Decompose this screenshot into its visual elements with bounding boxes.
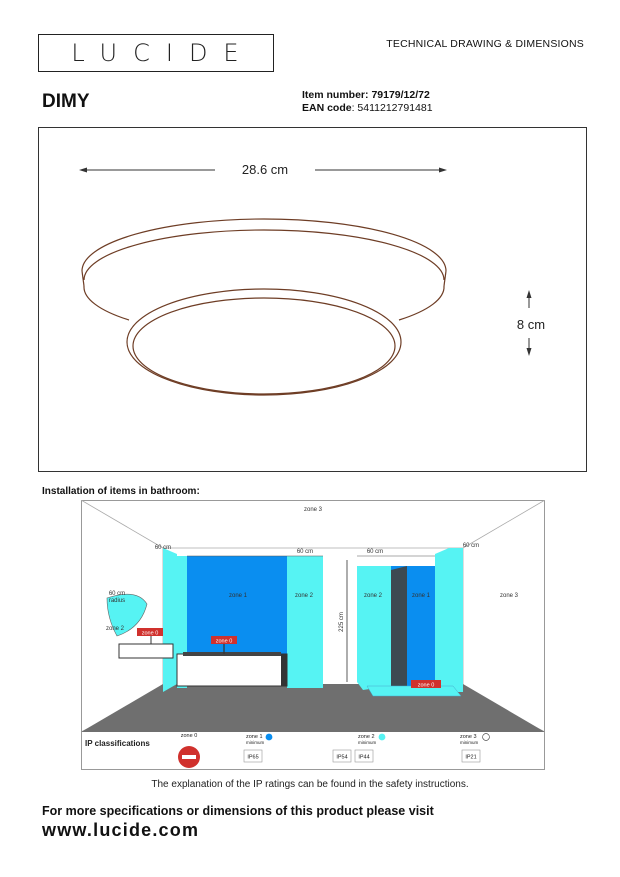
website-link[interactable]: www.lucide.com — [42, 820, 200, 840]
ip21-label: IP21 — [465, 754, 477, 761]
lamp-base-left — [84, 286, 129, 320]
legend-zone2-min: minimum — [358, 740, 377, 745]
item-number-label: Item number: — [302, 89, 369, 101]
dim-60-right: 60 cm — [462, 543, 480, 549]
lamp-diffuser-inner — [133, 298, 395, 394]
zone2-sink-label: zone 2 — [105, 626, 125, 632]
document-title: TECHNICAL DRAWING & DIMENSIONS — [386, 38, 584, 50]
ip54-label: IP54 — [336, 754, 348, 761]
dim-60-radius-word: radius — [108, 598, 126, 604]
lamp-base-right — [399, 286, 444, 320]
shower-zone0-label: zone 0 — [417, 682, 435, 689]
sink-basin — [119, 644, 173, 658]
ip-classifications-title: IP classifications — [85, 739, 150, 748]
right-wall-zone2 — [435, 548, 463, 692]
lamp-drawing — [39, 128, 588, 473]
zone1-color-dot — [266, 734, 273, 741]
bathtub-end — [281, 654, 287, 686]
legend-zone1-label: zone 1 — [246, 734, 263, 740]
shower-screen — [391, 566, 407, 688]
ean-label: EAN code — [302, 102, 352, 114]
legend-zone2-label: zone 2 — [358, 734, 375, 740]
no-entry-bar — [182, 755, 196, 759]
zone3-right-label: zone 3 — [499, 593, 519, 599]
technical-drawing-frame — [38, 127, 587, 472]
width-arrow-right — [439, 168, 447, 173]
dim-60-radius-value: 60 cm — [108, 591, 126, 597]
shower-zone2-area — [357, 566, 391, 690]
ean-value: : 5411212791481 — [351, 102, 433, 114]
legend-zone3-min: minimum — [460, 740, 479, 745]
left-wall-zone2 — [163, 548, 177, 692]
legend-zone0-label: zone 0 — [180, 733, 198, 739]
sink-zone0-label: zone 0 — [141, 630, 159, 637]
zone2-bath-label: zone 2 — [294, 593, 314, 599]
bath-zone0-label: zone 0 — [215, 638, 233, 645]
product-codes — [302, 89, 433, 115]
lamp-outer-second-rim — [84, 230, 444, 280]
zone3-color-dot — [483, 734, 490, 741]
height-225-label: 225 cm — [339, 612, 345, 632]
brand-logo — [38, 34, 274, 72]
zone1-bath-label: zone 1 — [228, 593, 248, 599]
dim-60-left: 60 cm — [154, 545, 172, 551]
legend-zone1-min: minimum — [246, 740, 265, 745]
bathtub — [177, 654, 287, 686]
product-name: DIMY — [42, 91, 90, 112]
height-label: 8 cm — [516, 317, 546, 332]
height-arrow-down — [527, 348, 532, 356]
dim-60-shower: 60 cm — [366, 549, 384, 555]
item-number-value: 79179/12/72 — [371, 89, 430, 101]
ip44-label: IP44 — [358, 754, 370, 761]
zone2-color-dot — [379, 734, 386, 741]
ip65-label: IP65 — [247, 754, 259, 761]
zone1-shower-label: zone 1 — [411, 593, 431, 599]
dim-60-bath: 60 cm — [296, 549, 314, 555]
lamp-outline — [82, 219, 446, 395]
bathroom-section-label: Installation of items in bathroom: — [42, 486, 200, 497]
zone2-shower-label: zone 2 — [363, 593, 383, 599]
width-arrow-left — [79, 168, 87, 173]
logo-text: LUCIDE — [71, 39, 255, 67]
ip-ratings-note: The explanation of the IP ratings can be found in the safety instructions. — [151, 779, 469, 790]
legend-zone3-label: zone 3 — [460, 734, 477, 740]
more-specs-text: For more specifications or dimensions of this product please visit — [42, 804, 434, 818]
bathtub-rim — [183, 652, 281, 656]
width-label: 28.6 cm — [241, 162, 289, 177]
bath-zone2-right-area — [287, 556, 323, 688]
bathroom-zones-diagram — [81, 500, 545, 770]
zone3-top-label: zone 3 — [303, 507, 323, 513]
